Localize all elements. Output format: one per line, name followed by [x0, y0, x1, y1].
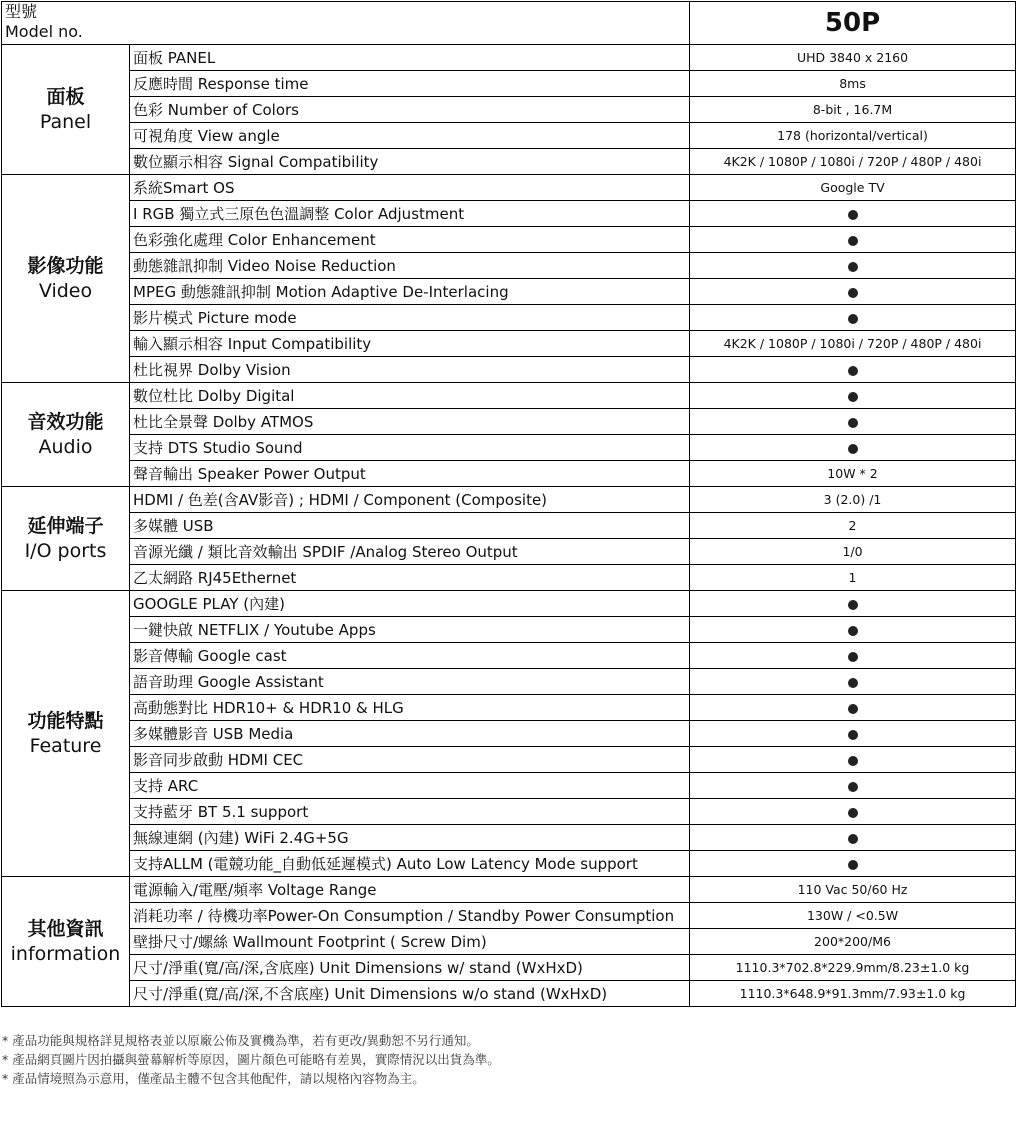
- spec-value: 2: [690, 513, 1016, 539]
- supported-cell: [690, 253, 1016, 279]
- spec-row: [2, 695, 1016, 721]
- section-feature: [2, 591, 130, 877]
- section-title-zh: 音效功能: [27, 410, 104, 433]
- feature-label: 一鍵快啟 NETFLIX / Youtube Apps: [130, 617, 690, 643]
- feature-label: HDMI / 色差(含AV影音) ; HDMI / Component (Composite): [130, 487, 690, 513]
- supported-cell: [690, 305, 1016, 331]
- supported-cell: [690, 357, 1016, 383]
- section-title-en: information: [10, 942, 121, 965]
- feature-label: 支持藍牙 BT 5.1 support: [130, 799, 690, 825]
- spec-row: [2, 591, 1016, 617]
- model-label-zh: 型號: [5, 2, 38, 21]
- spec-row: [2, 669, 1016, 695]
- supported-dot-icon: [848, 210, 858, 220]
- supported-dot-icon: [848, 392, 858, 402]
- feature-label: 尺寸/淨重(寬/高/深,含底座) Unit Dimensions w/ stand (WxHxD): [130, 955, 690, 981]
- supported-dot-icon: [848, 418, 858, 428]
- feature-label: MPEG 動態雜訊抑制 Motion Adaptive De-Interlacing: [130, 279, 690, 305]
- feature-label: 音源光纖 / 類比音效輸出 SPDIF /Analog Stereo Output: [130, 539, 690, 565]
- spec-row: [2, 955, 1016, 981]
- spec-row: [2, 799, 1016, 825]
- supported-cell: [690, 773, 1016, 799]
- spec-table: [1, 1, 1016, 1007]
- section-title-en: I/O ports: [24, 539, 107, 562]
- feature-label: 杜比全景聲 Dolby ATMOS: [130, 409, 690, 435]
- section-title-zh: 其他資訊: [27, 917, 104, 940]
- feature-label: 可視角度 View angle: [130, 123, 690, 149]
- supported-dot-icon: [848, 782, 858, 792]
- feature-label: 面板 PANEL: [130, 45, 690, 71]
- feature-label: I RGB 獨立式三原色色溫調整 Color Adjustment: [130, 201, 690, 227]
- spec-row: [2, 877, 1016, 903]
- supported-dot-icon: [848, 678, 858, 688]
- model-number: 50P: [690, 2, 1016, 45]
- spec-value: 4K2K / 1080P / 1080i / 720P / 480P / 480i: [690, 149, 1016, 175]
- spec-row: [2, 513, 1016, 539]
- section-title-en: Feature: [29, 734, 102, 757]
- feature-label: 尺寸/淨重(寬/高/深,不含底座) Unit Dimensions w/o stand (WxHxD): [130, 981, 690, 1007]
- spec-row: [2, 539, 1016, 565]
- supported-cell: [690, 201, 1016, 227]
- supported-dot-icon: [848, 314, 858, 324]
- spec-value: 10W * 2: [690, 461, 1016, 487]
- spec-value: UHD 3840 x 2160: [690, 45, 1016, 71]
- spec-row: [2, 149, 1016, 175]
- feature-label: 影音同步啟動 HDMI CEC: [130, 747, 690, 773]
- supported-cell: [690, 695, 1016, 721]
- supported-cell: [690, 617, 1016, 643]
- spec-row: [2, 929, 1016, 955]
- supported-dot-icon: [848, 366, 858, 376]
- feature-label: 消耗功率 / 待機功率Power-On Consumption / Standby Power Consumption: [130, 903, 690, 929]
- section-title-zh: 延伸端子: [27, 514, 104, 537]
- feature-label: 聲音輸出 Speaker Power Output: [130, 461, 690, 487]
- supported-dot-icon: [848, 834, 858, 844]
- feature-label: 無線連網 (內建) WiFi 2.4G+5G: [130, 825, 690, 851]
- supported-dot-icon: [848, 756, 858, 766]
- section-title-en: Panel: [39, 110, 92, 133]
- spec-row: [2, 97, 1016, 123]
- spec-value: 8ms: [690, 71, 1016, 97]
- spec-row: [2, 643, 1016, 669]
- spec-value: Google TV: [690, 175, 1016, 201]
- feature-label: 支持 DTS Studio Sound: [130, 435, 690, 461]
- spec-row: [2, 409, 1016, 435]
- spec-row: [2, 825, 1016, 851]
- spec-row: [2, 123, 1016, 149]
- spec-row: [2, 773, 1016, 799]
- supported-dot-icon: [848, 652, 858, 662]
- supported-cell: [690, 825, 1016, 851]
- feature-label: 色彩 Number of Colors: [130, 97, 690, 123]
- feature-label: 色彩強化處理 Color Enhancement: [130, 227, 690, 253]
- spec-row: [2, 357, 1016, 383]
- feature-label: 數位顯示相容 Signal Compatibility: [130, 149, 690, 175]
- supported-cell: [690, 669, 1016, 695]
- spec-row: [2, 305, 1016, 331]
- feature-label: 杜比視界 Dolby Vision: [130, 357, 690, 383]
- spec-row: [2, 331, 1016, 357]
- footnote: * 產品網頁圖片因拍攝與螢幕解析等原因，圖片顏色可能略有差異，實際情況以出貨為準。: [2, 1052, 500, 1067]
- feature-label: 數位杜比 Dolby Digital: [130, 383, 690, 409]
- footnotes: [2, 1031, 1012, 1088]
- feature-label: 乙太網路 RJ45Ethernet: [130, 565, 690, 591]
- feature-label: 多媒體 USB: [130, 513, 690, 539]
- feature-label: 電源輸入/電壓/頻率 Voltage Range: [130, 877, 690, 903]
- model-label: [2, 2, 690, 45]
- model-label-en: Model no.: [5, 22, 83, 41]
- supported-dot-icon: [848, 444, 858, 454]
- spec-row: [2, 461, 1016, 487]
- spec-value: 1: [690, 565, 1016, 591]
- section-audio: [2, 383, 130, 487]
- spec-row: [2, 851, 1016, 877]
- supported-dot-icon: [848, 808, 858, 818]
- feature-label: 多媒體影音 USB Media: [130, 721, 690, 747]
- supported-dot-icon: [848, 262, 858, 272]
- supported-dot-icon: [848, 860, 858, 870]
- supported-dot-icon: [848, 600, 858, 610]
- supported-cell: [690, 383, 1016, 409]
- feature-label: 反應時間 Response time: [130, 71, 690, 97]
- spec-row: [2, 201, 1016, 227]
- spec-row: [2, 253, 1016, 279]
- feature-label: 影音傳輸 Google cast: [130, 643, 690, 669]
- supported-cell: [690, 409, 1016, 435]
- supported-cell: [690, 799, 1016, 825]
- supported-dot-icon: [848, 730, 858, 740]
- section-title-zh: 影像功能: [27, 254, 104, 277]
- supported-cell: [690, 851, 1016, 877]
- spec-value: 1/0: [690, 539, 1016, 565]
- spec-row: [2, 45, 1016, 71]
- feature-label: 語音助理 Google Assistant: [130, 669, 690, 695]
- supported-cell: [690, 747, 1016, 773]
- supported-cell: [690, 227, 1016, 253]
- feature-label: 高動態對比 HDR10+ & HDR10 & HLG: [130, 695, 690, 721]
- spec-value: 1110.3*702.8*229.9mm/8.23±1.0 kg: [690, 955, 1016, 981]
- section-video: [2, 175, 130, 383]
- spec-row: [2, 903, 1016, 929]
- spec-row: [2, 279, 1016, 305]
- section-title-zh: 功能特點: [27, 709, 104, 732]
- spec-row: [2, 721, 1016, 747]
- footnote: * 產品情境照為示意用，僅產品主體不包含其他配件，請以規格內容物為主。: [2, 1071, 425, 1086]
- feature-label: 影片模式 Picture mode: [130, 305, 690, 331]
- section-panel: [2, 45, 130, 175]
- feature-label: 輸入顯示相容 Input Compatibility: [130, 331, 690, 357]
- spec-value: 110 Vac 50/60 Hz: [690, 877, 1016, 903]
- feature-label: 支持 ARC: [130, 773, 690, 799]
- spec-row: [2, 71, 1016, 97]
- feature-label: 壁掛尺寸/螺絲 Wallmount Footprint ( Screw Dim): [130, 929, 690, 955]
- section-title-en: Audio: [38, 435, 93, 458]
- spec-row: [2, 617, 1016, 643]
- supported-dot-icon: [848, 236, 858, 246]
- spec-row: [2, 747, 1016, 773]
- spec-row: [2, 175, 1016, 201]
- spec-value: 178 (horizontal/vertical): [690, 123, 1016, 149]
- spec-value: 4K2K / 1080P / 1080i / 720P / 480P / 480i: [690, 331, 1016, 357]
- spec-value: 8-bit , 16.7M: [690, 97, 1016, 123]
- supported-cell: [690, 591, 1016, 617]
- supported-dot-icon: [848, 288, 858, 298]
- supported-dot-icon: [848, 626, 858, 636]
- spec-row: [2, 435, 1016, 461]
- spec-row: [2, 383, 1016, 409]
- spec-value: 3 (2.0) /1: [690, 487, 1016, 513]
- feature-label: 系統Smart OS: [130, 175, 690, 201]
- supported-cell: [690, 721, 1016, 747]
- spec-value: 1110.3*648.9*91.3mm/7.93±1.0 kg: [690, 981, 1016, 1007]
- supported-cell: [690, 279, 1016, 305]
- spec-row: [2, 487, 1016, 513]
- section-title-en: Video: [38, 279, 93, 302]
- section-i-o-ports: [2, 487, 130, 591]
- supported-dot-icon: [848, 704, 858, 714]
- feature-label: 動態雜訊抑制 Video Noise Reduction: [130, 253, 690, 279]
- supported-cell: [690, 643, 1016, 669]
- spec-value: 130W / <0.5W: [690, 903, 1016, 929]
- spec-row: [2, 981, 1016, 1007]
- header-row: [2, 2, 1016, 45]
- spec-value: 200*200/M6: [690, 929, 1016, 955]
- feature-label: GOOGLE PLAY (內建): [130, 591, 690, 617]
- section-information: [2, 877, 130, 1007]
- section-title-zh: 面板: [46, 85, 85, 108]
- footnote: * 產品功能與規格詳見規格表並以原廠公佈及實機為準，若有更改/異動恕不另行通知。: [2, 1033, 479, 1048]
- feature-label: 支持ALLM (電競功能_自動低延遲模式) Auto Low Latency Mode support: [130, 851, 690, 877]
- spec-row: [2, 227, 1016, 253]
- supported-cell: [690, 435, 1016, 461]
- spec-row: [2, 565, 1016, 591]
